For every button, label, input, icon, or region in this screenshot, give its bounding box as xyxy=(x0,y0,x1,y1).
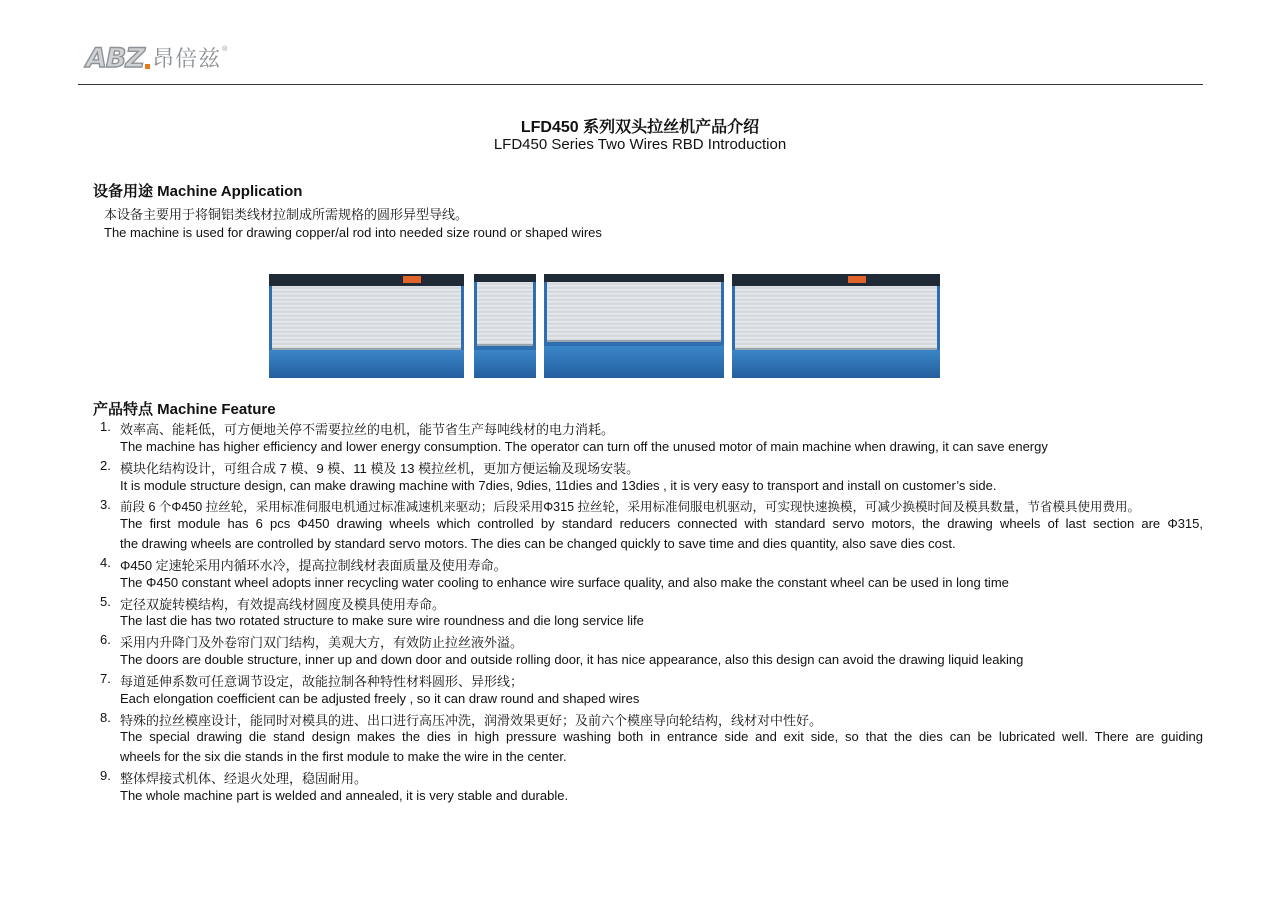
feature-text-en: The Φ450 constant wheel adopts inner recycling water cooling to enhance wire surface quality, and also make the constant wheel can be used in long time xyxy=(120,575,1009,590)
feature-text-cn: 特殊的拉丝模座设计，能同时对模具的进、出口进行高压冲洗，润滑效果更好；及前六个模座导向轮结构，线材对中性好。 xyxy=(120,713,823,728)
feature-text-cn: 前段 6 个Φ450 拉丝轮，采用标准伺服电机通过标准减速机来驱动；后段采用Φ315 拉丝轮，采用标准伺服电机驱动，可实现快速换模，可减少换模时间及模具数量，节省模具使用费用。 xyxy=(120,500,1141,514)
page-title-cn: LFD450 系列双头拉丝机产品介绍 xyxy=(520,119,760,136)
feature-text-en: The machine has higher efficiency and lower energy consumption. The operator can turn off the unused motor of main machine when drawing, it can save energy xyxy=(120,439,1048,454)
machine-photo-side xyxy=(474,274,536,378)
feature-text-cn: 每道延伸系数可任意调节设定，故能拉制各种特性材料圆形、异形线； xyxy=(120,674,524,689)
logo-chinese-name: 昂倍兹 xyxy=(152,46,222,71)
feature-number: 8. xyxy=(100,710,111,725)
machine-photo-front xyxy=(269,274,464,378)
feature-text-cn: 整体焊接式机体、经退火处理，稳固耐用。 xyxy=(120,771,368,786)
feature-text-en: The last die has two rotated structure to make sure wire roundness and die long service life xyxy=(120,613,644,628)
feature-number: 9. xyxy=(100,768,111,783)
feature-number: 3. xyxy=(100,497,111,512)
application-heading: 设备用途 Machine Application xyxy=(93,183,303,200)
feature-text-en: The doors are double structure, inner up and down door and outside rolling door, it has nice appearance, also this design can avoid the drawing liquid leaking xyxy=(120,652,1024,667)
feature-number: 2. xyxy=(100,458,111,473)
feature-number: 7. xyxy=(100,671,111,686)
feature-text-cn: 模块化结构设计，可组合成 7 模、9 模、11 模及 13 模拉丝机，更加方便运输及现场安装。 xyxy=(120,461,640,476)
feature-number: 6. xyxy=(100,632,111,647)
feature-text-en: The special drawing die stand design makes the dies in high pressure washing both in entrance side and exit side, so that the dies can be lubricated well. There are guiding xyxy=(120,729,1203,744)
feature-number: 5. xyxy=(100,594,111,609)
feature-text-en: Each elongation coefficient can be adjusted freely , so it can draw round and shaped wires xyxy=(120,691,640,706)
application-text-cn: 本设备主要用于将铜铝类线材拉制成所需规格的圆形异型导线。 xyxy=(104,207,469,222)
feature-number: 4. xyxy=(100,555,111,570)
feature-text-en: It is module structure design, can make drawing machine with 7dies, 9dies, 11dies and 13dies , it is very easy to transport and install on customer’s side. xyxy=(120,478,997,493)
feature-text-en: wheels for the six die stands in the first module to make the wire in the center. xyxy=(120,749,567,764)
feature-text-en: The first module has 6 pcs Φ450 drawing wheels which controlled by standard reducers connected with standard servo motors, the drawing wheels of last section are Φ315, xyxy=(120,516,1203,531)
application-text-en: The machine is used for drawing copper/al rod into needed size round or shaped wires xyxy=(104,225,602,240)
feature-number: 1. xyxy=(100,419,111,434)
machine-photo-module xyxy=(544,274,724,378)
logo-mark: ABZ xyxy=(86,43,145,74)
features-heading: 产品特点 Machine Feature xyxy=(93,401,276,418)
feature-text-cn: 采用内升降门及外卷帘门双门结构，美观大方，有效防止拉丝液外溢。 xyxy=(120,635,524,650)
header-divider xyxy=(78,84,1203,85)
page-title-en: LFD450 Series Two Wires RBD Introduction xyxy=(493,136,787,153)
machine-photo-full xyxy=(732,274,940,378)
logo-dot xyxy=(145,64,150,69)
feature-text-en: the drawing wheels are controlled by standard servo motors. The dies can be changed quickly to save time and dies quantity, also save dies cost. xyxy=(120,536,956,551)
company-logo xyxy=(86,43,228,74)
feature-text-cn: Φ450 定速轮采用内循环水冷，提高拉制线材表面质量及使用寿命。 xyxy=(120,558,507,573)
feature-text-cn: 定径双旋转模结构，有效提高线材圆度及模具使用寿命。 xyxy=(120,597,446,612)
registered-mark: ® xyxy=(222,46,228,53)
feature-text-cn: 效率高、能耗低，可方便地关停不需要拉丝的电机，能节省生产每吨线材的电力消耗。 xyxy=(120,422,615,437)
feature-text-en: The whole machine part is welded and annealed, it is very stable and durable. xyxy=(120,788,569,803)
